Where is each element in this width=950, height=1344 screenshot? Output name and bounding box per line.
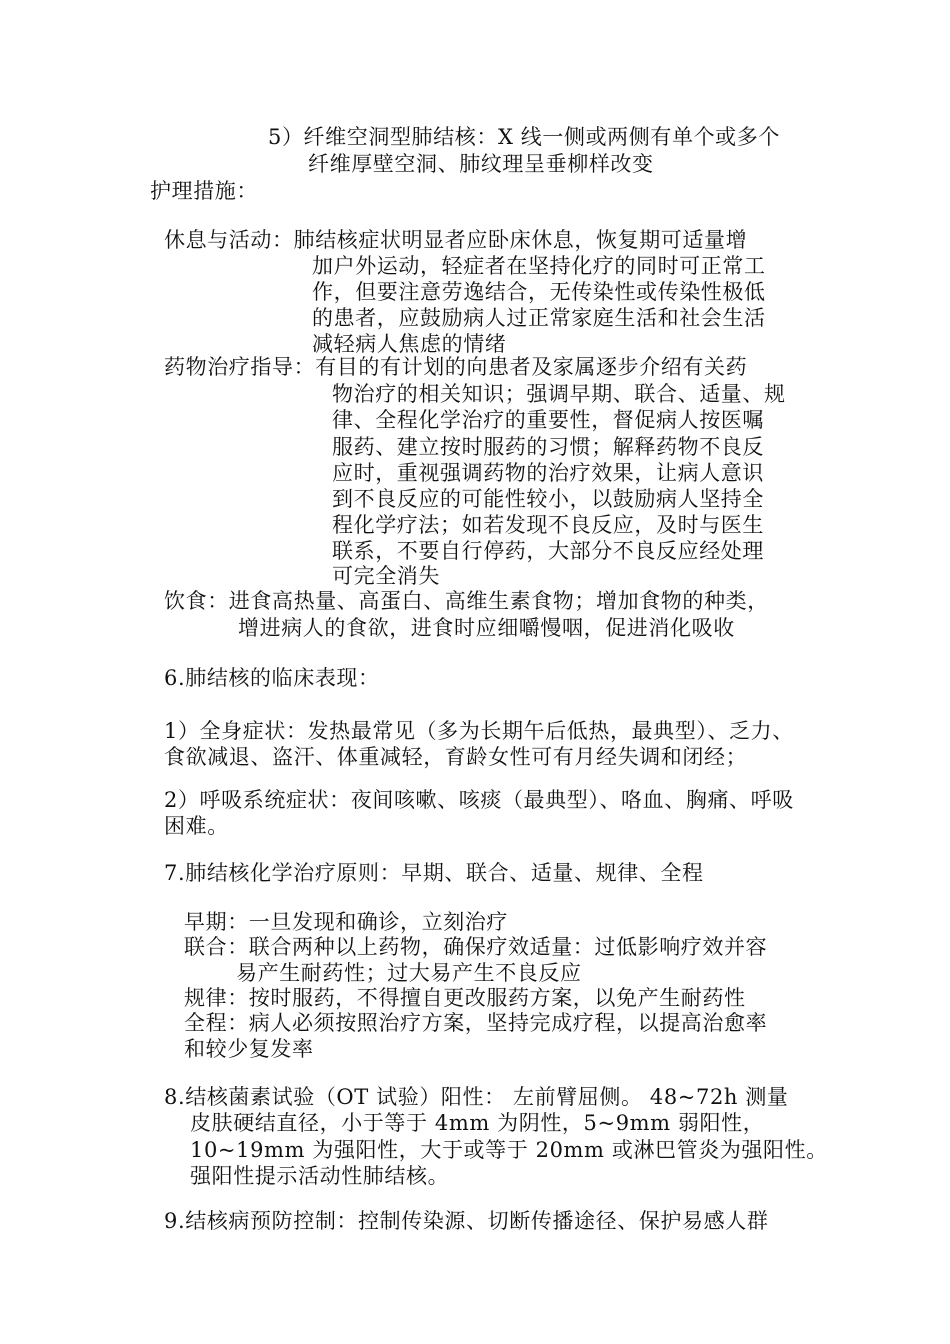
- section5-line-2: 纤维厚壁空洞、肺纹理呈垂柳样改变: [308, 152, 654, 176]
- drug-line-2: 物治疗的相关知识；强调早期、联合、适量、规: [332, 382, 786, 406]
- drug-line-1: 药物治疗指导：有目的有计划的向患者及家属逐步介绍有关药: [164, 355, 748, 379]
- rest-line-4: 的患者，应鼓励病人过正常家庭生活和社会生活: [312, 306, 766, 330]
- drug-line-7: 程化学疗法；如若发现不良反应，及时与医生: [332, 513, 764, 537]
- section8-line-4: 强阳性提示活动性肺结核。: [190, 1164, 450, 1188]
- section6-symptom1-line-2: 食欲减退、盗汗、体重减轻，育龄女性可有月经失调和闭经；: [164, 745, 748, 769]
- section7-regular: 规律：按时服药，不得擅自更改服药方案，以免产生耐药性: [184, 986, 746, 1010]
- rest-line-1: 休息与活动：肺结核症状明显者应卧床休息，恢复期可适量增: [164, 228, 748, 252]
- drug-line-3: 律、全程化学治疗的重要性，督促病人按医嘱: [332, 408, 764, 432]
- drug-line-5: 应时，重视强调药物的治疗效果，让病人意识: [332, 461, 764, 485]
- section8-line-3: 10~19mm 为强阳性，大于或等于 20mm 或淋巴管炎为强阳性。: [190, 1138, 828, 1162]
- section7-combined-line-1: 联合：联合两种以上药物，确保疗效适量：过低影响疗效并容: [184, 935, 768, 959]
- rest-line-2: 加户外运动，轻症者在坚持化疗的同时可正常工: [312, 254, 766, 278]
- rest-line-5: 减轻病人焦虑的情绪: [312, 332, 507, 356]
- section7-early: 早期：一旦发现和确诊，立刻治疗: [184, 910, 508, 934]
- diet-line-1: 饮食：进食高热量、高蛋白、高维生素食物；增加食物的种类，: [164, 589, 769, 613]
- section7-combined-line-2: 易产生耐药性；过大易产生不良反应: [236, 961, 582, 985]
- drug-line-6: 到不良反应的可能性较小，以鼓励病人坚持全: [332, 487, 764, 511]
- section5-line-1: 5）纤维空洞型肺结核：X 线一侧或两侧有单个或多个: [268, 125, 780, 149]
- drug-line-8: 联系，不要自行停药，大部分不良反应经处理: [332, 539, 764, 563]
- nursing-title: 护理措施：: [150, 179, 258, 203]
- section6-symptom2-line-1: 2）呼吸系统症状：夜间咳嗽、咳痰（最典型）、咯血、胸痛、呼吸: [164, 788, 794, 812]
- section7-title: 7.肺结核化学治疗原则：早期、联合、适量、规律、全程: [164, 861, 704, 885]
- section6-title: 6.肺结核的临床表现：: [164, 666, 380, 690]
- section8-line-2: 皮肤硬结直径，小于等于 4mm 为阴性，5~9mm 弱阳性，: [190, 1111, 765, 1135]
- rest-line-3: 作，但要注意劳逸结合，无传染性或传染性极低: [312, 280, 766, 304]
- section6-symptom2-line-2: 困难。: [164, 814, 229, 838]
- drug-line-9: 可完全消失: [332, 564, 440, 588]
- diet-line-2: 增进病人的食欲，进食时应细嚼慢咽，促进消化吸收: [238, 616, 735, 640]
- section9-line-1: 9.结核病预防控制：控制传染源、切断传播途径、保护易感人群: [164, 1209, 769, 1233]
- section8-line-1: 8.结核菌素试验（OT 试验）阳性： 左前臂屈侧。 48~72h 测量: [164, 1085, 789, 1109]
- section7-full-line-1: 全程：病人必须按照治疗方案，坚持完成疗程，以提高治愈率: [184, 1011, 768, 1035]
- section7-full-line-2: 和较少复发率: [184, 1037, 314, 1061]
- section6-symptom1-line-1: 1）全身症状：发热最常见（多为长期午后低热，最典型）、乏力、: [164, 719, 794, 743]
- drug-line-4: 服药、建立按时服药的习惯；解释药物不良反: [332, 435, 764, 459]
